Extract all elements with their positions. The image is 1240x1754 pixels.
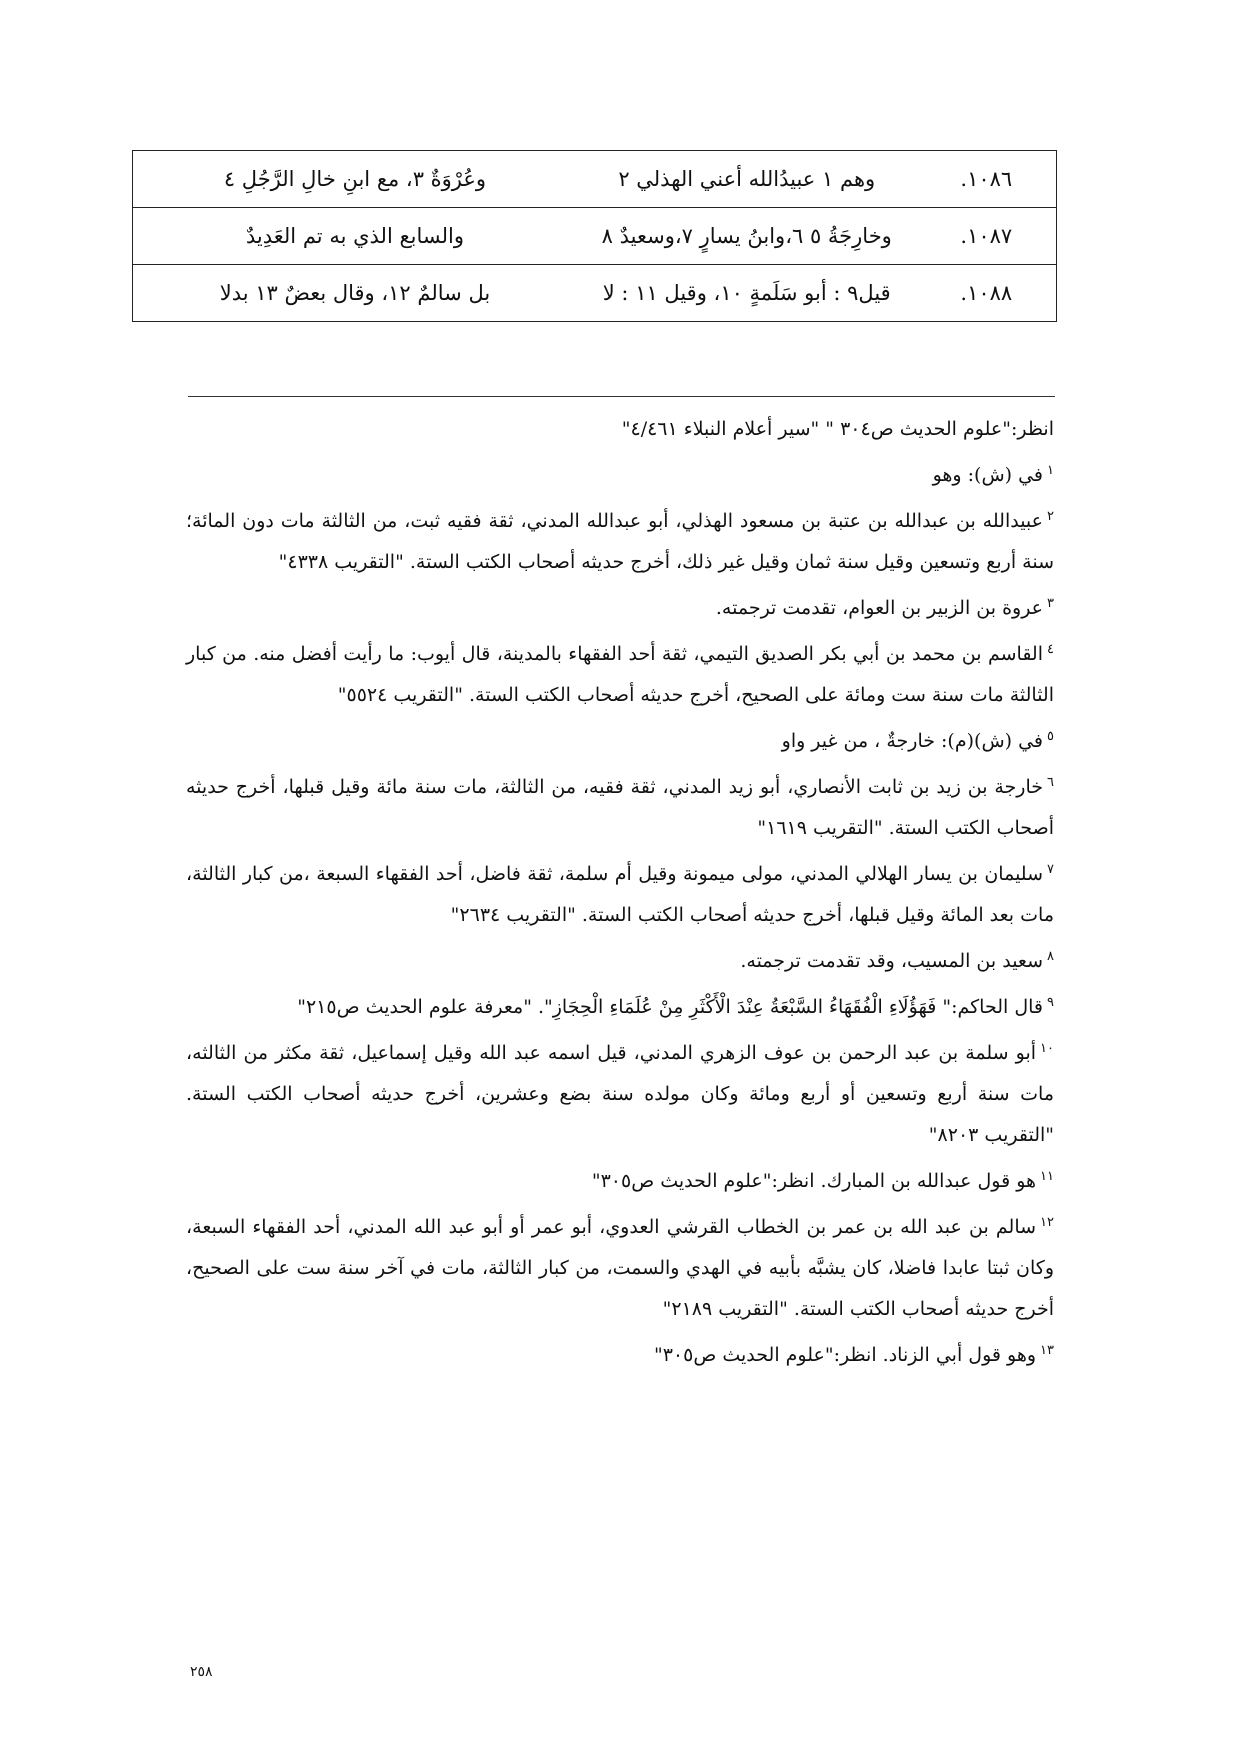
- footnote-marker: ١١: [1040, 1169, 1054, 1184]
- verse-table: [132, 150, 1057, 322]
- footnote: [186, 1202, 1054, 1330]
- verse-row: [133, 151, 1057, 208]
- verse-first-hemistich: وخارِجَةُ ٥ ٦،وابنُ يسارٍ ٧،وسعيدٌ ٨: [577, 208, 917, 265]
- footnote-marker: ٧: [1047, 862, 1054, 877]
- page-number: ٢٥٨: [190, 1664, 213, 1680]
- footnote-intro: انظر:"علوم الحديث ص٣٠٤ " "سير أعلام النبلاء ٤/٤٦١": [621, 418, 1054, 440]
- footnote-marker: ١٠: [1040, 1041, 1054, 1056]
- verse-second-hemistich: بل سالمٌ ١٢، وقال بعضٌ ١٣ بدلا: [133, 265, 577, 322]
- footnote-text: سعيد بن المسيب، وقد تقدمت ترجمته.: [740, 950, 1044, 972]
- footnote-text: في (ش)(م): خارجةٌ ، من غير واو: [781, 730, 1044, 752]
- footnote-text: خارجة بن زيد بن ثابت الأنصاري، أبو زيد المدني، ثقة فقيه، من الثالثة، مات سنة مائة وقيل قبلها، أخرج حديثه أصحاب الكتب الستة. "التقريب ١٦١٩": [186, 776, 1054, 839]
- footnote-text: هو قول عبدالله بن المبارك. انظر:"علوم الحديث ص٣٠٥": [591, 1170, 1037, 1192]
- verse-number: ١٠٨٦.: [917, 151, 1057, 208]
- footnote-separator: [188, 396, 1055, 397]
- footnote-text: في (ش): وهو: [932, 464, 1044, 486]
- footnote: [186, 496, 1054, 583]
- footnote-text: سالم بن عبد الله بن عمر بن الخطاب القرشي العدوي، أبو عمر أو أبو عبد الله المدني، أحد الفقهاء السبعة، وكان ثبتا عابدا فاضلا، كان يشبَّه بأبيه في الهدي والسمت، من كبار الثالثة، مات في آخر سنة ست على الصحيح، أخرج حديثه أصحاب الكتب الستة. "التقريب ٢١٨٩": [186, 1216, 1054, 1320]
- footnote: [186, 936, 1054, 982]
- footnote: [186, 583, 1054, 629]
- footnote: [186, 982, 1054, 1028]
- footnote: [186, 450, 1054, 496]
- footnote-marker: ٩: [1047, 995, 1054, 1010]
- footnote-marker: ٢: [1047, 509, 1054, 524]
- footnote: [186, 762, 1054, 849]
- footnote-marker: ٨: [1047, 949, 1054, 964]
- footnote-text: القاسم بن محمد بن أبي بكر الصديق التيمي، ثقة أحد الفقهاء بالمدينة، قال أيوب: ما رأيت أفضل منه. من كبار الثالثة مات سنة ست ومائة على الصحيح، أخرج حديثه أصحاب الكتب الستة. "التقريب ٥٥٢٤": [186, 643, 1054, 706]
- verse-row: [133, 208, 1057, 265]
- verse-number: ١٠٨٧.: [917, 208, 1057, 265]
- footnote-text: سليمان بن يسار الهلالي المدني، مولى ميمونة وقيل أم سلمة، ثقة فاضل، أحد الفقهاء السبعة ،من كبار الثالثة، مات بعد المائة وقيل قبلها، أخرج حديثه أصحاب الكتب الستة. "التقريب ٢٦٣٤": [186, 863, 1054, 926]
- footnote-text: عروة بن الزبير بن العوام، تقدمت ترجمته.: [715, 597, 1044, 619]
- footnote-marker: ١٣: [1040, 1343, 1054, 1358]
- footnote-marker: ١: [1047, 463, 1054, 478]
- verse-first-hemistich: وهم ١ عبيدُالله أعني الهذلي ٢: [577, 151, 917, 208]
- footnote-marker: ٥: [1047, 729, 1054, 744]
- verse-number: ١٠٨٨.: [917, 265, 1057, 322]
- footnote-text: وهو قول أبي الزناد. انظر:"علوم الحديث ص٣٠٥": [653, 1344, 1037, 1366]
- footnote: [186, 716, 1054, 762]
- footnote-text: قال الحاكم:" فَهَؤُلَاءِ الْفُقَهَاءُ السَّبْعَةُ عِنْدَ الْأَكْثَرِ مِنْ عُلَمَاءِ الْحِجَازِ". "معرفة علوم الحديث ص٢١٥": [297, 996, 1044, 1018]
- verse-second-hemistich: والسابع الذي به تم العَدِيدٌ: [133, 208, 577, 265]
- footnote-marker: ٦: [1047, 775, 1054, 790]
- footnote: [186, 1028, 1054, 1156]
- footnote-text: عبيدالله بن عبدالله بن عتبة بن مسعود الهذلي، أبو عبدالله المدني، ثقة فقيه ثبت، من الثالثة مات دون المائة؛ سنة أربع وتسعين وقيل سنة ثمان وقيل غير ذلك، أخرج حديثه أصحاب الكتب الستة. "التقريب ٤٣٣٨": [186, 510, 1054, 573]
- verse-row: [133, 265, 1057, 322]
- footnote-text: أبو سلمة بن عبد الرحمن بن عوف الزهري المدني، قيل اسمه عبد الله وقيل إسماعيل، ثقة مكثر من الثالثه، مات سنة أربع وتسعين أو أربع ومائة وكان مولده سنة بضع وعشرين، أخرج حديثه أصحاب الكتب الستة. "التقريب ٨٢٠٣": [186, 1042, 1054, 1146]
- footnote: [186, 849, 1054, 936]
- footnote-marker: ٤: [1047, 642, 1054, 657]
- footnote: [186, 629, 1054, 716]
- footnote-marker: ١٢: [1040, 1215, 1054, 1230]
- verse-first-hemistich: قيل٩ : أبو سَلَمةٍ ١٠، وقيل ١١ : لا: [577, 265, 917, 322]
- verse-second-hemistich: وعُرْوَةٌ ٣، مع ابنِ خالِ الرَّجُلِ ٤: [133, 151, 577, 208]
- footnote-marker: ٣: [1047, 596, 1054, 611]
- footnote: [186, 1330, 1054, 1376]
- footnotes: [186, 409, 1054, 1376]
- footnote: [186, 1156, 1054, 1202]
